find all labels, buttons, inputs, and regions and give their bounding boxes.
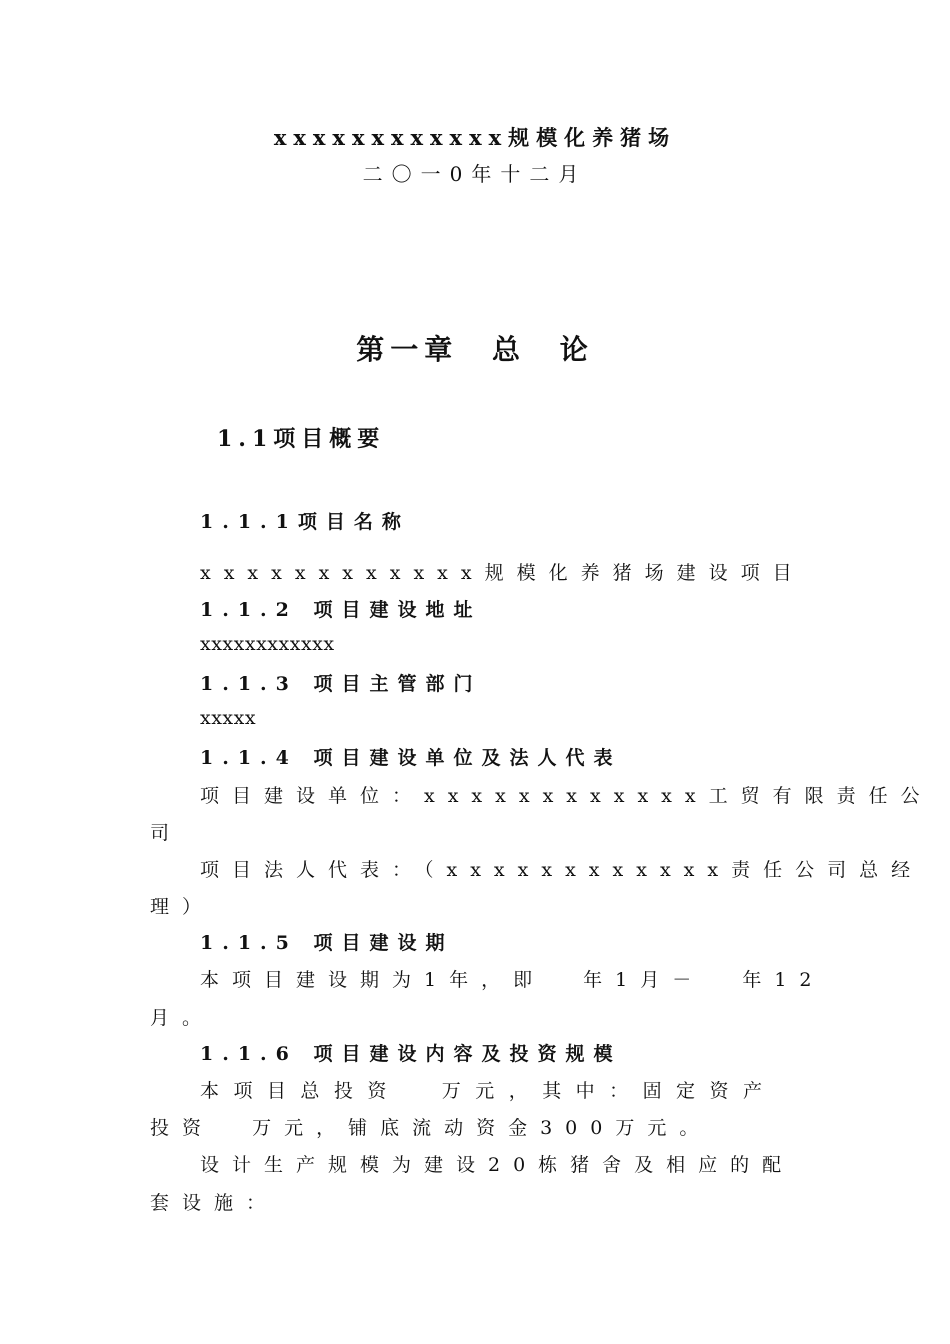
heading-project-address: 1.1.2 项目建设地址 bbox=[200, 599, 482, 621]
project-name-value: xxxxxxxxxxxx规模化养猪场建设项目 bbox=[200, 562, 805, 584]
heading-project-name: 1.1.1项目名称 bbox=[200, 511, 410, 533]
heading-scope-and-investment: 1.1.6 项目建设内容及投资规模 bbox=[200, 1043, 622, 1065]
heading-supervising-dept: 1.1.3 项目主管部门 bbox=[200, 673, 482, 695]
representative-line-1: 项目法人代表：（xxxxxxxxxxxx责任公司总经 bbox=[200, 859, 924, 881]
heading-construction-period: 1.1.5 项目建设期 bbox=[200, 932, 454, 954]
section-title: 1.1项目概要 bbox=[217, 426, 386, 452]
investment-line-2: 投资 万元，铺底流动资金300万元。 bbox=[150, 1117, 712, 1139]
period-line-2: 月。 bbox=[150, 1007, 215, 1029]
cover-date: 二〇一0年十二月 bbox=[362, 162, 588, 186]
representative-line-2: 理） bbox=[150, 896, 215, 918]
builder-line-2: 司 bbox=[150, 822, 183, 844]
design-line-2: 套设施： bbox=[150, 1192, 279, 1214]
supervising-dept-value: xxxxx bbox=[200, 707, 257, 729]
heading-builder-and-representative: 1.1.4 项目建设单位及法人代表 bbox=[200, 747, 622, 769]
design-line-1: 设计生产规模为建设20栋猪舍及相应的配 bbox=[200, 1154, 795, 1176]
period-line-1: 本项目建设期为1年，即 年1月－ 年12 bbox=[200, 969, 825, 991]
chapter-title: 第一章 总 论 bbox=[356, 333, 594, 366]
builder-line-1: 项目建设单位：xxxxxxxxxxxx工贸有限责任公 bbox=[200, 785, 933, 807]
investment-line-1: 本项目总投资 万元，其中：固定资产 bbox=[200, 1080, 775, 1102]
project-address-value: xxxxxxxxxxxx bbox=[200, 633, 335, 655]
cover-title: xxxxxxxxxxxx规模化养猪场 bbox=[273, 125, 677, 150]
